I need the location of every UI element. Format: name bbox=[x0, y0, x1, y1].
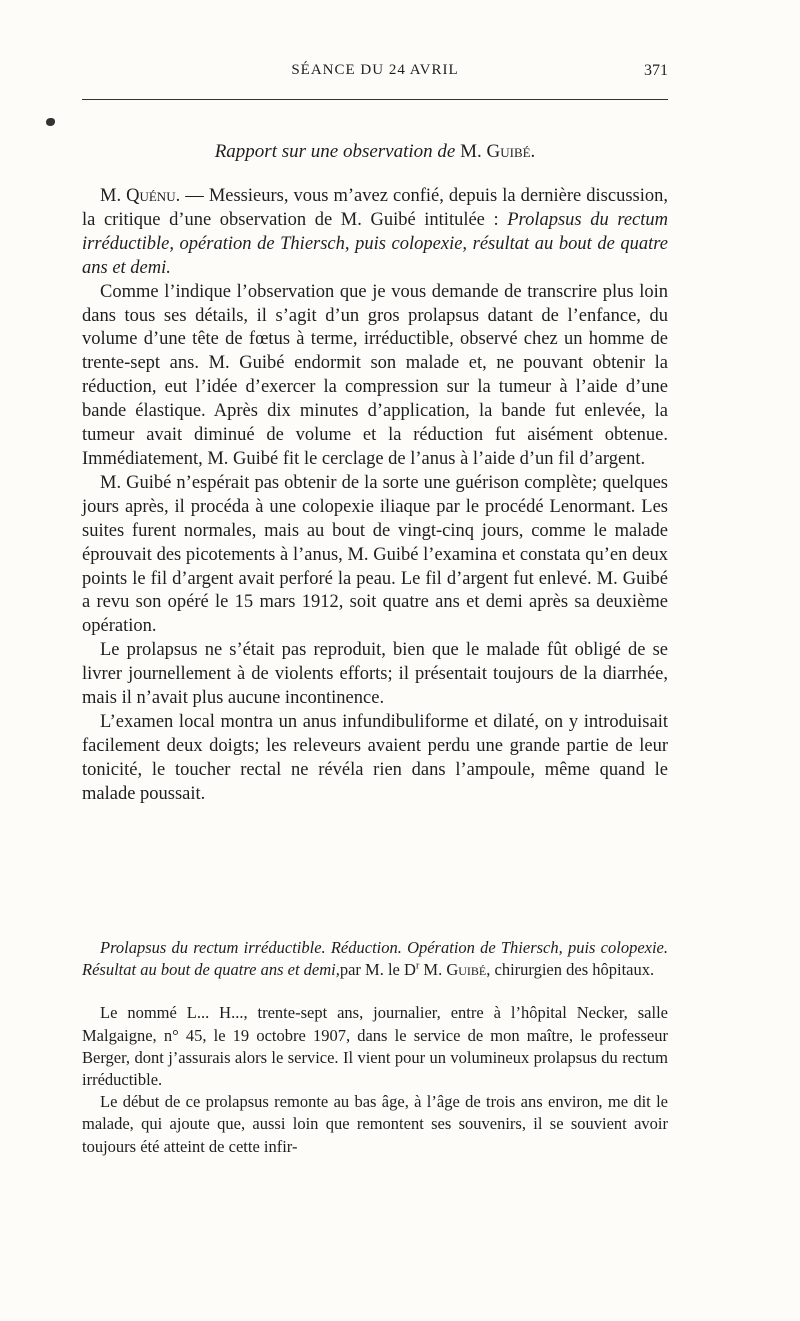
observation-heading-by: par M. le D bbox=[339, 960, 416, 980]
observation-author: Guibé, bbox=[446, 960, 491, 980]
observation-role: chirurgien des hôpitaux. bbox=[490, 960, 655, 980]
paragraph: Le nommé L... H..., trente-sept ans, journalier, entre à l’hôpital Necker, salle Malgaigne, n° 45, le 19 octobre 1907, dans le service de mon maître, le professeur Berger, dont j’assurais alors le service. Il vient pour un volumineux prolapsus du rectum irréductible. bbox=[82, 1003, 668, 1090]
paragraph: Le début de ce prolapsus remonte au bas âge, à l’âge de trois ans environ, me dit le malade, qui ajoute que, aussi loin que remontent ses souvenirs, il se souvient avoir toujours été atteint de cette infir- bbox=[82, 1092, 668, 1156]
paragraph-italic: Prolapsus du rectum irréductible, opération de Thiersch, puis colopexie, résultat au bout de quatre ans et demi. bbox=[82, 209, 668, 278]
page-number: 371 bbox=[644, 62, 668, 79]
ink-spot bbox=[46, 118, 55, 126]
observation-author-prefix: M. bbox=[419, 960, 447, 980]
paragraph: M. Guibé n’espérait pas obtenir de la sorte une guérison complète; quelques jours après, il procéda à une colopexie iliaque par le procédé Lenormant. Les suites furent normales, mais au bout de vingt-cinq jours, comme le malade éprouvait des picotements à l’anus, M. Guibé l’examina et constata qu’en deux points le fil d’argent avait perforé la peau. Le fil d’argent fut enlevé. M. Guibé a revu son opéré le 15 mars 1912, soit quatre ans et demi après sa deuxième opération. bbox=[82, 472, 668, 637]
paragraph-text: — Messieurs, vous m’avez confié, depuis la dernière discussion, la critique d’une observation de M. Guibé intitulée : bbox=[82, 186, 668, 230]
section-title-name: Guibé. bbox=[486, 141, 536, 162]
header-rule bbox=[82, 99, 668, 100]
section-title-name-prefix: M. bbox=[460, 141, 482, 162]
report-body bbox=[82, 185, 668, 807]
section-title-italic: Rapport sur une observation de bbox=[214, 141, 456, 162]
observation-section bbox=[82, 937, 668, 1158]
paragraph bbox=[82, 185, 668, 281]
observation-heading-italic: Prolapsus du rectum irréductible. Réduction. Opération de Thiersch, puis colopexie. Résultat au bout de quatre ans et demi, bbox=[82, 938, 668, 980]
section-title bbox=[82, 141, 668, 163]
paragraph: Le prolapsus ne s’était pas reproduit, bien que le malade fût obligé de se livrer journellement à de violents efforts; il présentait toujours de la diarrhée, mais il n’avait plus aucune incontinence. bbox=[82, 640, 668, 709]
observation-heading-sup: r bbox=[415, 960, 420, 972]
observation-heading bbox=[82, 937, 668, 981]
running-header bbox=[82, 0, 668, 102]
header-title: SÉANCE DU 24 AVRIL bbox=[291, 62, 459, 78]
document-page bbox=[82, 0, 668, 1156]
speaker: M. Quénu. bbox=[100, 186, 181, 206]
paragraph: Comme l’indique l’observation que je vous demande de transcrire plus loin dans tous ses détails, il s’agit d’un gros prolapsus datant de l’enfance, du volume d’une tête de fœtus à terme, irréductible, observé chez un homme de trente-sept ans. M. Guibé endormit son malade et, ne pouvant obtenir la réduction, eut l’idée d’exercer la compression sur la tumeur à l’aide d’une bande élastique. Après dix minutes d’application, la bande fut enlevée, la tumeur avait diminué de volume et la réduction fut aisément obtenue. Immédiatement, M. Guibé fit le cerclage de l’anus à l’aide d’un fil d’argent. bbox=[82, 281, 668, 469]
paragraph: L’examen local montra un anus infundibuliforme et dilaté, on y introduisait facilement deux doigts; les releveurs avaient perdu une grande partie de leur tonicité, le toucher rectal ne révéla rien dans l’ampoule, même quand le malade poussait. bbox=[82, 711, 668, 804]
